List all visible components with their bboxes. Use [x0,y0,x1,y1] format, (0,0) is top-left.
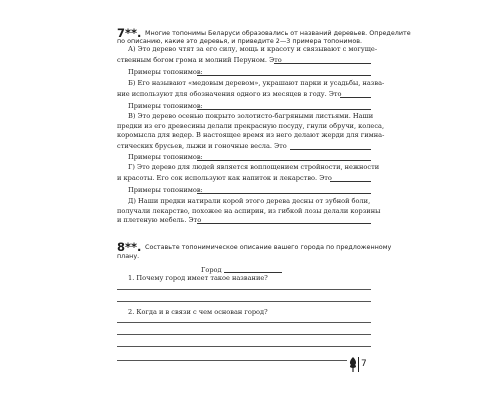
page-number: 7 [361,359,367,369]
task-7a-answer-line[interactable] [274,63,371,64]
task-7d-examples-label: Примеры топонимов: [128,186,203,194]
task-7b-answer-line[interactable] [340,97,371,98]
task-7c-answer-line[interactable] [290,149,371,150]
task-7d-examples-line[interactable] [197,193,371,194]
task-8-number: 8**. [117,240,142,254]
task-7c-line-2: предки из его древесины делали прекрасную посуду, гнули обручи, колеса, [117,122,385,130]
task-8-q1-answer-line-1[interactable] [117,289,371,290]
task-7c-line-1: В) Это дерево осенью покрыто золотисто-багряными листьями. Наши [128,112,374,120]
task-8-intro-line-2: плану. [117,252,140,260]
task-8-city-line[interactable] [224,272,282,273]
task-7b-line-1: Б) Его называют «медовым деревом», украшают парки и усадьбы, назва- [128,79,385,87]
task-7e-line-2: получали лекарство, похожее на аспирин, из гибкой лозы делали корзины [117,207,381,215]
task-7d-line-1: Г) Это дерево для людей является воплощением стройности, нежности [128,163,380,171]
task-7e-line-1: Д) Наши предки натирали корой этого дерева десны от зубной боли, [128,197,371,205]
task-7c-line-3: коромысла для ведер. В настоящее время из него делают жерди для гимна- [117,131,385,139]
task-7e-line-3: и плетеную мебель. Это [117,216,202,224]
task-7a-line-2: ственным богом грома и молний Перуном. Это [117,56,282,64]
task-7b-examples-line[interactable] [197,109,371,110]
task-7a-examples-label: Примеры топонимов: [128,68,203,76]
task-7-intro-line-1: Многие топонимы Беларуси образовались от названий деревьев. Определите [145,29,411,37]
task-7a-examples-line[interactable] [197,75,371,76]
task-7d-answer-line[interactable] [330,181,371,182]
task-7b-examples-label: Примеры топонимов: [128,102,203,110]
task-8-q2-answer-line-3[interactable] [117,346,371,347]
task-8-q2-answer-line-4[interactable] [117,360,347,361]
task-7b-line-2: ние используют для обозначения одного из месяцев в году. Это [117,90,342,98]
task-8-question-2: 2. Когда и в связи с чем основан город? [128,308,268,316]
tree-icon [348,356,358,372]
task-7e-answer-line[interactable] [197,223,371,224]
task-7d-line-2: и красоты. Его сок используют как напиток и лекарство. Это [117,174,332,182]
task-8-city-label: Город [201,266,222,274]
task-7-intro-line-2: по описанию, какие это деревья, и приведите 2—3 примера топонимов. [117,37,363,45]
task-7-number: 7**. [117,26,142,40]
task-8-intro-line-1: Составьте топонимическое описание вашего города по предложенному [145,243,392,251]
task-8-q2-answer-line-1[interactable] [117,322,371,323]
task-8-q2-answer-line-2[interactable] [117,334,371,335]
task-8-q1-answer-line-2[interactable] [117,301,371,302]
task-7c-line-4: стических брусьев, лыжи и гоночные весла. Это [117,142,287,150]
task-7c-examples-label: Примеры топонимов: [128,153,203,161]
task-8-question-1: 1. Почему город имеет такое название? [128,274,268,282]
task-7a-line-1: А) Это дерево чтят за его силу, мощь и красоту и связывают с могуще- [128,45,378,53]
task-7c-examples-line[interactable] [197,160,371,161]
page-number-divider [358,357,359,372]
